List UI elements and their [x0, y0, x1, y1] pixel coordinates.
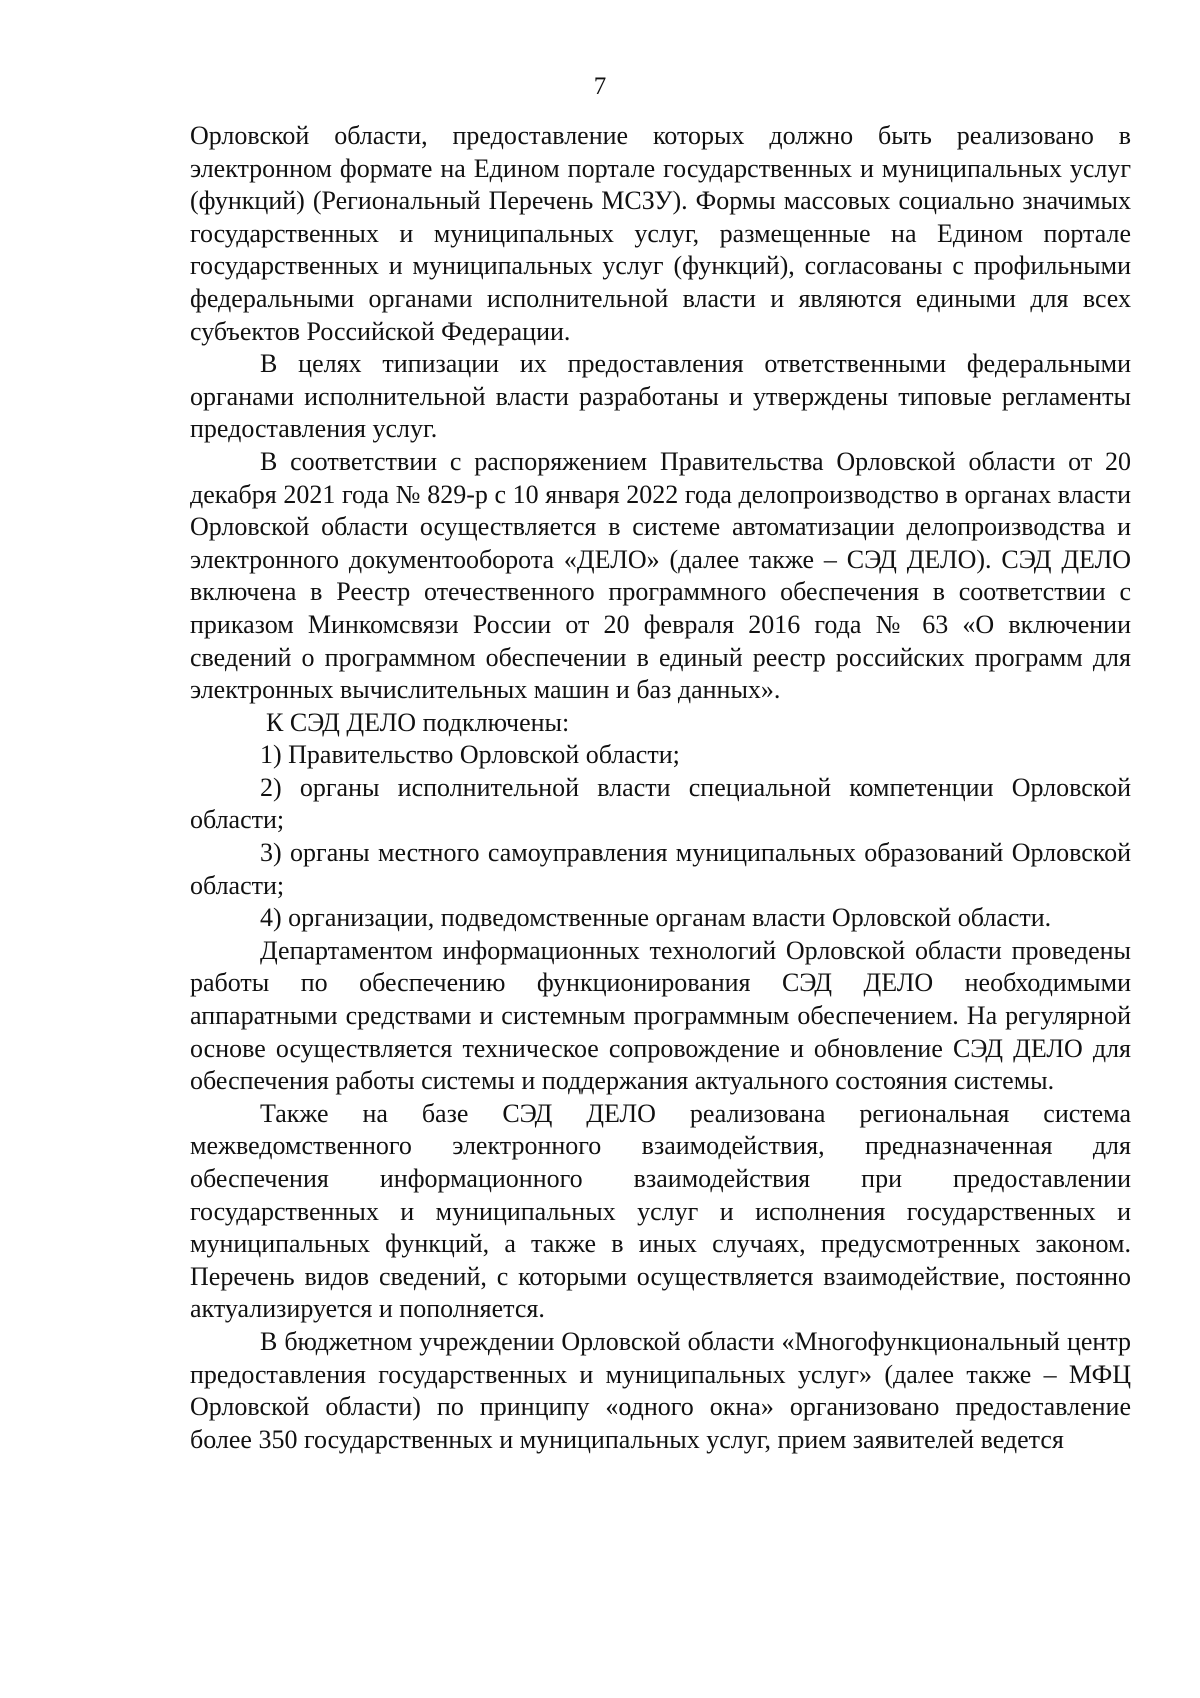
- list-item: 4) организации, подведомственные органам власти Орловской области.: [260, 903, 1052, 933]
- paragraph: В соответствии с распоряжением Правительства Орловской области от 20 декабря 2021 года № 829-р с 10 января 2022 года делопроизводство в органах власти Орловской области осуществляется в системе автоматизации делопроизводства и электронного документооборота «ДЕЛО» (далее также – СЭД ДЕЛО). СЭД ДЕЛО включена в Реестр отечественного программного обеспечения в соответствии с приказом Минкомсвязи России от 20 февраля 2016 года № 63 «О включении сведений о программном обеспечении в единый реестр российских программ для электронных вычислительных машин и баз данных».: [190, 446, 1131, 705]
- document-body: [190, 120, 1131, 1456]
- paragraph: Департаментом информационных технологий Орловской области проведены работы по обеспечению функционирования СЭД ДЕЛО необходимыми аппаратными средствами и системным программным обеспечением. На регулярной основе осуществляется техническое сопровождение и обновление СЭД ДЕЛО для обеспечения работы системы и поддержания актуального состояния системы.: [190, 935, 1131, 1096]
- list-lead: К СЭД ДЕЛО подключены:: [266, 707, 570, 737]
- paragraph-continuation: Орловской области, предоставление которых должно быть реализовано в электронном формате на Едином портале государственных и муниципальных услуг (функций) (Региональный Перечень МСЗУ). Формы массовых социально значимых государственных и муниципальных услуг, размещенные на Едином портале государственных и муниципальных услуг (функций), согласованы с профильными федеральными органами исполнительной власти и являются едиными для всех субъектов Российской Федерации.: [190, 121, 1131, 346]
- paragraph: Также на базе СЭД ДЕЛО реализована региональная система межведомственного электронного взаимодействия, предназначенная для обеспечения информационного взаимодействия при предоставлении государственных и муниципальных услуг и исполнения государственных и муниципальных функций, а также в иных случаях, предусмотренных законом. Перечень видов сведений, с которыми осуществляется взаимодействие, постоянно актуализируется и пополняется.: [190, 1098, 1131, 1324]
- page-number: 7: [593, 73, 607, 100]
- paragraph: В бюджетном учреждении Орловской области «Многофункциональный центр предоставления государственных и муниципальных услуг» (далее также – МФЦ Орловской области) по принципу «одного окна» организовано предоставление более 350 государственных и муниципальных услуг, прием заявителей ведется: [190, 1326, 1131, 1454]
- list-item: 3) органы местного самоуправления муниципальных образований Орловской области;: [190, 838, 1131, 900]
- list-item: 1) Правительство Орловской области;: [260, 740, 680, 770]
- list-item: 2) органы исполнительной власти специальной компетенции Орловской области;: [190, 772, 1131, 835]
- paragraph: В целях типизации их предоставления ответственными федеральными органами исполнительной власти разработаны и утверждены типовые регламенты предоставления услуг.: [190, 349, 1131, 444]
